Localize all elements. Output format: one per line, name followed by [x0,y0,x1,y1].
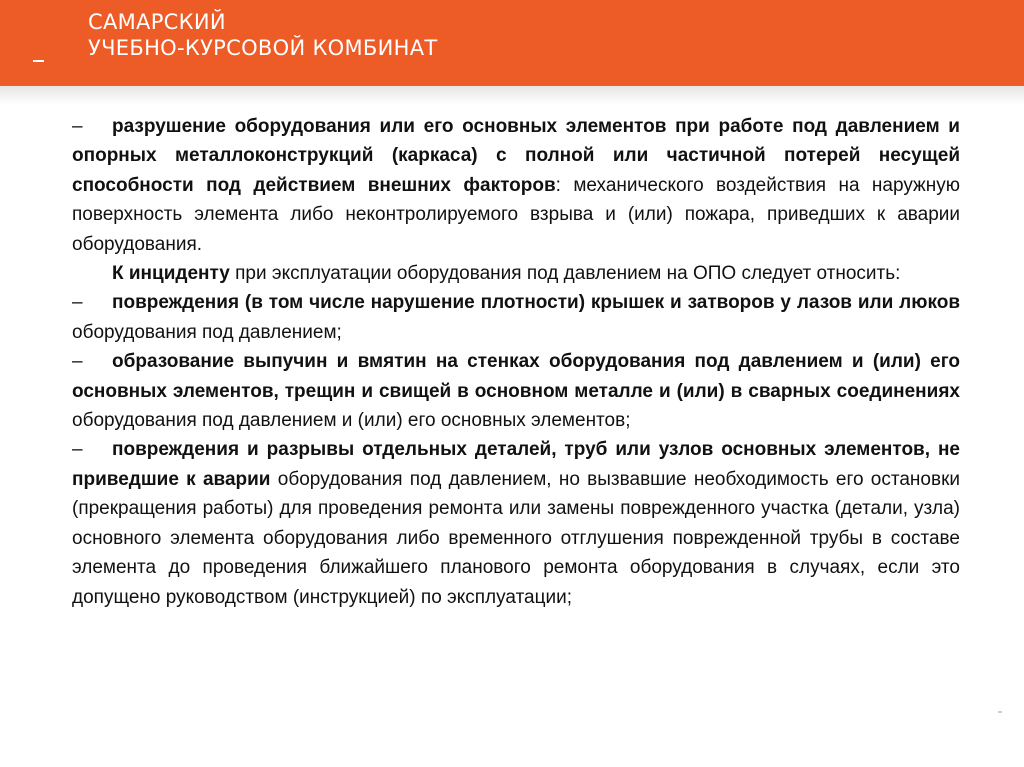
list-item-bold-text: разрушение оборудования или его основных элементов при работе под давлением и опорных металлоконструкций (каркаса) с полной или частичной потерей несущей способности под действием внешних факторов [72,116,960,196]
incident-intro-text: при эксплуатации оборудования под давлением на ОПО следует относить: [229,263,901,285]
list-dash: – [72,292,83,314]
organization-name-line1: САМАРСКИЙ [88,10,226,34]
list-item-text: оборудования под давлением; [72,321,342,343]
list-item-lid-damage [72,288,960,347]
list-item-text: оборудования под давлением, но вызвавшие необходимость его остановки (прекращения работы) для проведения ремонта или замены поврежденного участка (детали, узла) основного элемента оборудования либо временного отглушения поврежденной трубы в составе элемента до проведения ближайшего планового ремонта оборудования в случаях, если это допущено руководством (инструкцией) по эксплуатации; [72,468,961,608]
list-item-bulges-dents [72,347,960,435]
list-dash: – [72,439,83,461]
slide-body [72,112,960,612]
list-item-bold-text: повреждения (в том числе нарушение плотности) крышек и затворов у лазов или люков [112,292,960,314]
header-bar [0,0,1024,86]
list-item-text: оборудования под давлением и (или) его основных элементов; [72,410,631,432]
list-item-bold-text: повреждения и разрывы отдельных деталей, труб или узлов основных элементов, не приведшие к аварии [72,439,960,490]
list-item-part-ruptures [72,435,960,611]
logo-mark-icon [33,60,44,62]
list-dash: – [72,351,83,373]
list-item-text: : механического воздействия на наружную поверхность элемента либо неконтролируемого взрыва и (или) пожара, приведших к аварии оборудования. [72,174,960,255]
incident-term: К инциденту [112,263,230,285]
corner-decoration [998,711,1002,713]
list-item-destruction [72,112,960,259]
list-dash: – [72,116,83,137]
incident-intro-paragraph [72,259,960,288]
header-shadow [0,86,1024,104]
list-item-bold-text: образование выпучин и вмятин на стенках оборудования под давлением и (или) его основных элементов, трещин и свищей в основном металле и (или) в сварных соединениях [72,351,960,402]
organization-name [88,9,438,61]
organization-name-line2: УЧЕБНО-КУРСОВОЙ КОМБИНАТ [88,36,438,60]
